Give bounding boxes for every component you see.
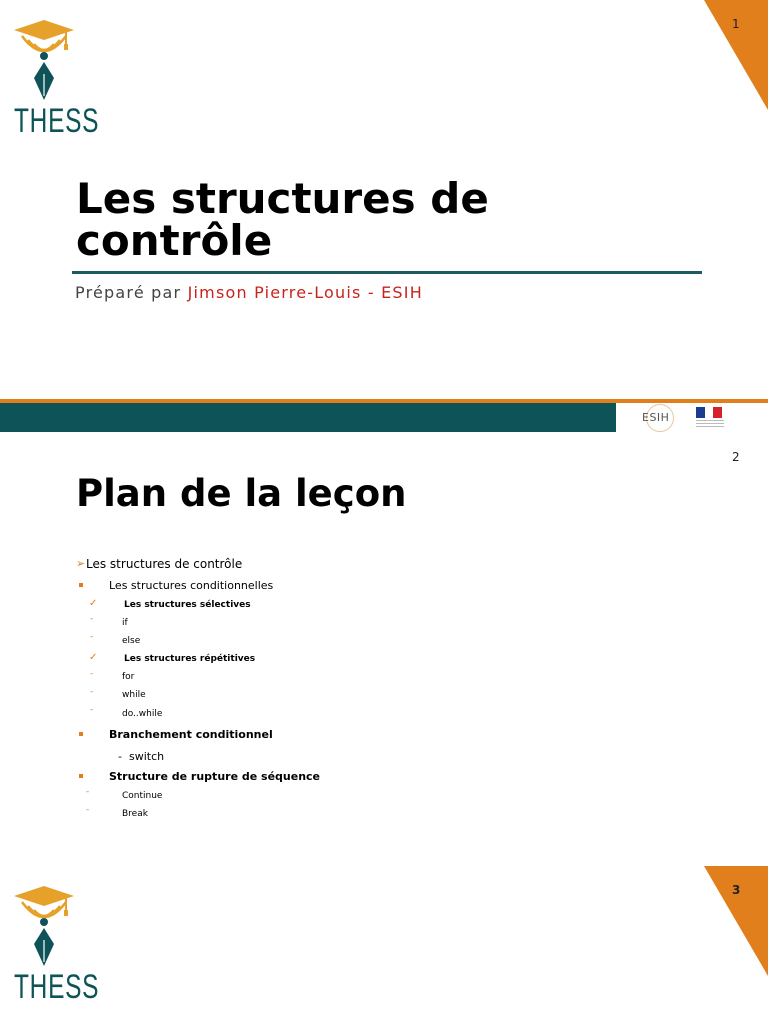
logo-text: THESS bbox=[14, 102, 100, 140]
check-bullet-icon: ✓ bbox=[89, 652, 98, 663]
list-item: for bbox=[122, 672, 135, 682]
dash-bullet-icon: - bbox=[90, 632, 94, 642]
subtitle-prefix: Préparé par bbox=[75, 283, 182, 302]
footer-band-teal bbox=[0, 403, 616, 432]
subtitle bbox=[75, 283, 423, 302]
list-item: Continue bbox=[122, 791, 163, 801]
list-item: Branchement conditionnel bbox=[109, 728, 273, 741]
list-item: Les structures sélectives bbox=[124, 600, 251, 610]
author-name: Jimson Pierre-Louis - ESIH bbox=[187, 283, 423, 302]
arrow-bullet-icon: ➢ bbox=[76, 557, 86, 570]
page-number: 1 bbox=[732, 17, 740, 31]
list-item: Structure de rupture de séquence bbox=[109, 770, 321, 783]
table-of-contents bbox=[0, 432, 768, 868]
logo-text: THESS bbox=[14, 968, 100, 1006]
list-item: Les structures de contrôle bbox=[86, 557, 243, 571]
dash-bullet-icon: - bbox=[90, 705, 94, 715]
slide-1 bbox=[0, 0, 768, 432]
french-flag-icon bbox=[696, 407, 722, 418]
slide-3 bbox=[0, 866, 768, 1024]
square-bullet-icon bbox=[79, 732, 83, 736]
slide-2 bbox=[0, 432, 768, 868]
dash-bullet-icon: - bbox=[90, 614, 94, 624]
slide-title: Les structures de contrôle bbox=[76, 174, 489, 265]
list-item: do..while bbox=[122, 709, 163, 719]
title-underline bbox=[72, 271, 702, 274]
list-item: else bbox=[122, 636, 141, 646]
slide-title: Plan de la leçon bbox=[76, 472, 407, 515]
thess-logo bbox=[10, 884, 100, 1012]
dash-bullet-icon: - bbox=[90, 669, 94, 679]
thess-logo bbox=[10, 18, 100, 146]
dash-bullet-icon: - bbox=[86, 787, 90, 797]
square-bullet-icon bbox=[79, 774, 83, 778]
list-item: Break bbox=[122, 809, 148, 819]
government-caption bbox=[696, 420, 724, 428]
list-item: switch bbox=[129, 750, 165, 763]
list-item: Les structures répétitives bbox=[124, 654, 256, 664]
list-item: while bbox=[122, 690, 146, 700]
dash-bullet-icon: - bbox=[90, 687, 94, 697]
esih-logo: ESIH bbox=[642, 411, 670, 424]
check-bullet-icon: ✓ bbox=[89, 598, 98, 609]
square-bullet-icon bbox=[79, 583, 83, 587]
page-number: 2 bbox=[732, 450, 740, 464]
list-item: if bbox=[122, 618, 128, 628]
list-item: Les structures conditionnelles bbox=[109, 579, 274, 592]
dash-bullet-icon: - bbox=[118, 750, 122, 763]
page-number: 3 bbox=[732, 883, 741, 897]
dash-bullet-icon: - bbox=[86, 805, 90, 815]
